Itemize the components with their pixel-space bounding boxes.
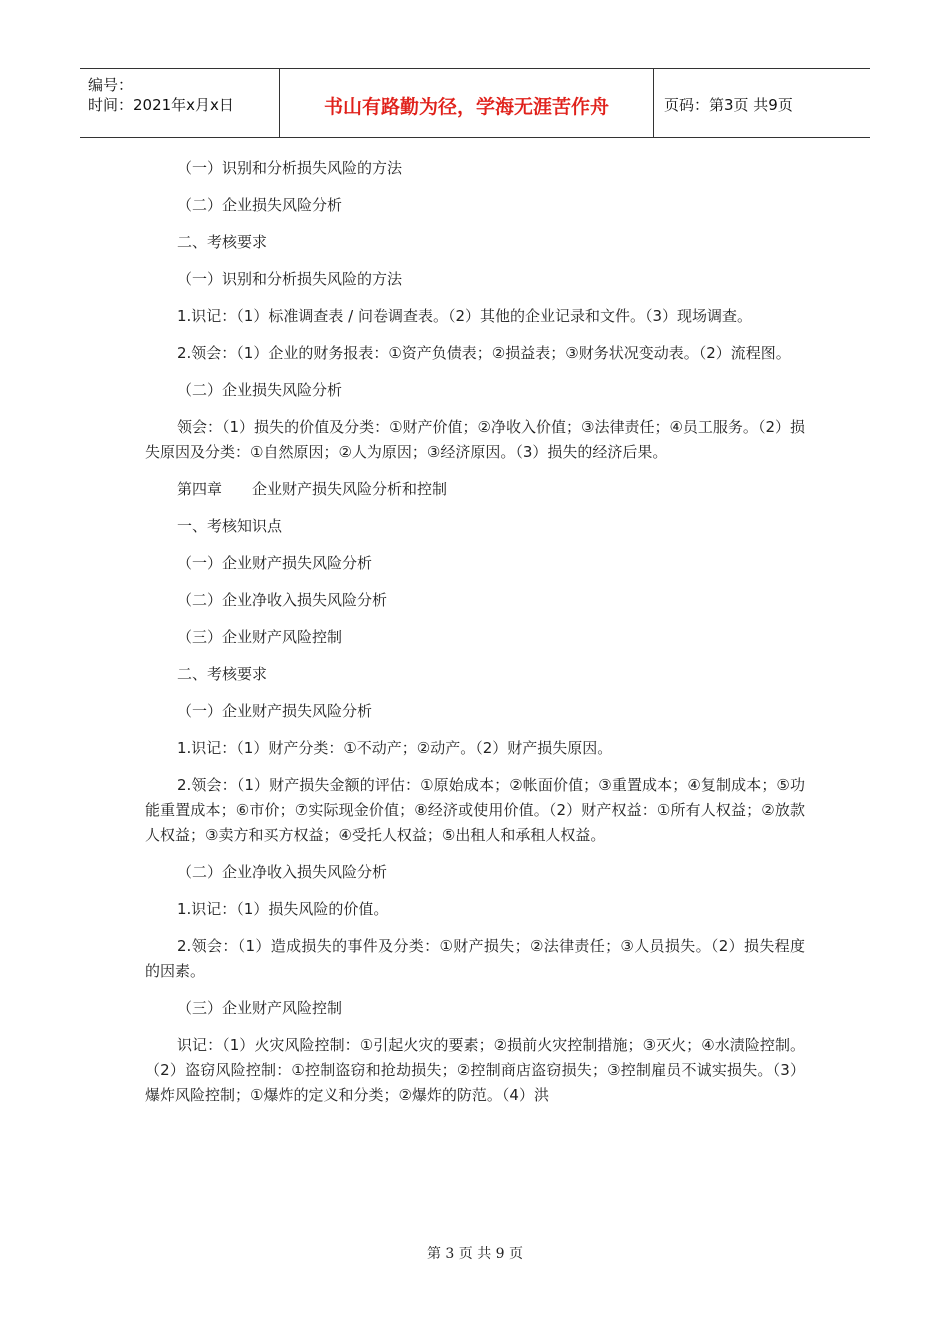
- paragraph: （三）企业财产风险控制: [177, 628, 343, 646]
- paragraph: 2.领会：（1）企业的财务报表：①资产负债表；②损益表；③财务状况变动表。（2）流程图。: [177, 344, 791, 362]
- header-meta: [80, 69, 280, 137]
- chapter-heading: 第四章 企业财产损失风险分析和控制: [177, 480, 448, 498]
- paragraph: （二）企业损失风险分析: [177, 381, 343, 399]
- paragraph: 2.领会：（1）造成损失的事件及分类：①财产损失；②法律责任；③人员损失。（2）损失程度的因素。: [145, 937, 805, 980]
- paragraph: 1.识记：（1）标准调查表 / 问卷调查表。（2）其他的企业记录和文件。（3）现场调查。: [177, 307, 753, 325]
- paragraph: （一）企业财产损失风险分析: [177, 554, 373, 572]
- paragraph: 二、考核要求: [177, 233, 268, 251]
- page-header: [80, 68, 870, 138]
- paragraph: 2.领会：（1）财产损失金额的评估：①原始成本；②帐面价值；③重置成本；④复制成本；⑤功能重置成本；⑥市价；⑦实际现金价值；⑧经济或使用价值。（2）财产权益：①所有人权益；②放款人权益；③卖方和买方权益；④受托人权益；⑤出租人和承租人权益。: [145, 776, 805, 844]
- paragraph: 领会：（1）损失的价值及分类：①财产价值；②净收入价值；③法律责任；④员工服务。（2）损失原因及分类：①自然原因；②人为原因；③经济原因。（3）损失的经济后果。: [145, 418, 805, 461]
- page-footer: 第 3 页 共 9 页: [426, 1246, 524, 1262]
- document-date: 时间：2021年x月x日: [88, 96, 234, 114]
- paragraph: （一）企业财产损失风险分析: [177, 702, 373, 720]
- document-number-label: 编号：: [88, 76, 134, 94]
- paragraph: （一）识别和分析损失风险的方法: [177, 159, 403, 177]
- paragraph: 识记：（1）火灾风险控制：①引起火灾的要素；②损前火灾控制措施；③灭火；④水渍险控制。（2）盗窃风险控制：①控制盗窃和抢劫损失；②控制商店盗窃损失；③控制雇员不诚实损失。（3）爆炸风险控制；①爆炸的定义和分类；②爆炸的防范。（4）洪: [145, 1036, 805, 1104]
- paragraph: 一、考核知识点: [177, 517, 283, 535]
- paragraph: （二）企业净收入损失风险分析: [177, 591, 388, 609]
- paragraph: （三）企业财产风险控制: [177, 999, 343, 1017]
- paragraph: （二）企业损失风险分析: [177, 196, 343, 214]
- paragraph: （二）企业净收入损失风险分析: [177, 863, 388, 881]
- header-motto: 书山有路勤为径，学海无涯苦作舟: [280, 69, 654, 137]
- paragraph: （一）识别和分析损失风险的方法: [177, 270, 403, 288]
- header-page-info: 页码：第3页 共9页: [664, 95, 793, 114]
- document-body: [145, 156, 805, 1120]
- paragraph: 1.识记：（1）损失风险的价值。: [177, 900, 389, 918]
- paragraph: 二、考核要求: [177, 665, 268, 683]
- paragraph: 1.识记：（1）财产分类：①不动产；②动产。（2）财产损失原因。: [177, 739, 613, 757]
